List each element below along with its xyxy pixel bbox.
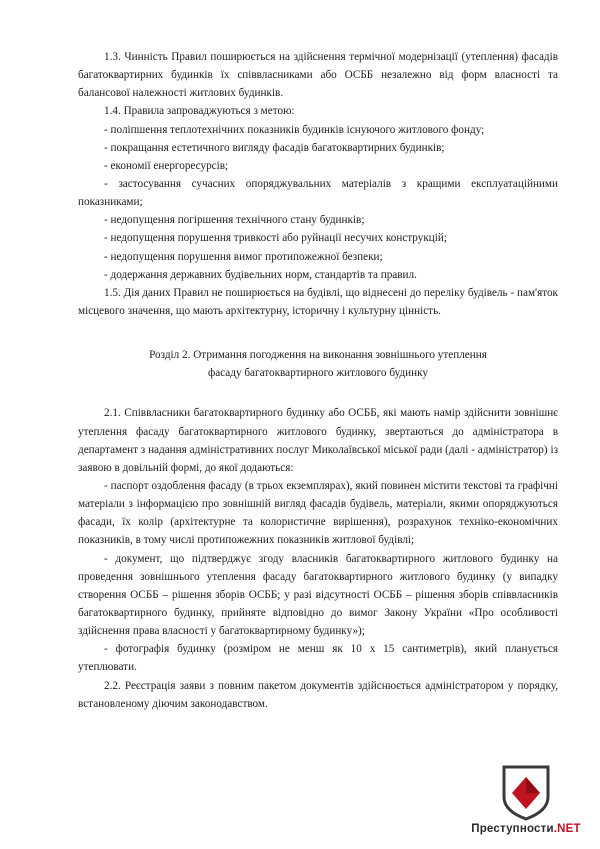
section-heading-line-2: фасаду багатоквартирного житлового будинку	[207, 367, 429, 380]
list-item: - фотографія будинку (розміром не менш як 10 х 15 сантиметрів), який планується утеплювати.	[78, 643, 558, 674]
list-item: - застосування сучасних опоряджувальних матеріалів з кращими експлуатаційними показниками;	[78, 177, 558, 209]
list-item: - економії енергоресурсів;	[104, 159, 229, 172]
list-item: - документ, що підтверджує згоду власників багатоквартирного житлового будинку на проведення зовнішнього утеплення фасаду багатоквартирного житлового будинку (у випадку створення ОСББ – рішення зборів ОСББ; у разі відсутності ОСББ – рішення зборів співвласників багатоквартирного будинку, прийняте відповідно до вимог Закону України «Про особливості здійснення права власності у багатоквартирному будинку»);	[78, 552, 558, 638]
list-item: - недопущення погіршення технічного стану будинків;	[104, 214, 365, 227]
watermark-text-accent: .NET	[553, 823, 581, 835]
watermark-text-main: Преступности	[471, 823, 554, 835]
section-heading	[78, 346, 558, 382]
section-heading-line-1: Розділ 2. Отримання погодження на виконання зовнішнього утеплення	[149, 349, 487, 362]
watermark-text	[466, 823, 586, 835]
paragraph-1-4: 1.4. Правила запроваджуються з метою:	[104, 105, 295, 118]
document-body	[78, 48, 558, 713]
list-item: - поліпшення теплотехнічних показників будинків існуючого житлового фонду;	[104, 123, 485, 136]
paragraph-2-1: 2.1. Співвласники багатоквартирного будинку або ОСББ, які мають намір здійснити зовнішнє утеплення фасаду багатоквартирного житлового будинку, звертаються до адміністратора в департамент з надання адміністративних послуг Миколаївської міської ради (далі - адміністратор) із заявою в довільній формі, до якої додаються:	[78, 407, 558, 474]
shield-diamond-logo-icon	[500, 763, 552, 821]
paragraph-2-2: 2.2. Реєстрація заяви з повним пакетом документів здійснюється адміністратором у порядку, встановленому діючим законодавством.	[78, 679, 558, 710]
list-item: - паспорт оздоблення фасаду (в трьох екземплярах), який повинен містити текстові та графічні матеріали з інформацією про зовнішній вигляд фасадів будівель, матеріали, якими опоряджуються фасади, їх колір (архітектурне та колористичне вирішення), розрахунок техніко-економічних показників, в тому числі протипожежних показників житлової будівлі;	[78, 479, 558, 547]
list-item: - покращання естетичного вигляду фасадів багатоквартирних будинків;	[104, 141, 445, 154]
list-item: - додержання державних будівельних норм, стандартів та правил.	[104, 268, 417, 281]
list-item: - недопущення порушення вимог протипожежної безпеки;	[104, 250, 383, 263]
watermark	[466, 763, 586, 835]
paragraph-1-3: 1.3. Чинність Правил поширюється на здійснення термічної модернізації (утеплення) фасадів багатоквартирних будинків їх співвласниками або ОСББ незалежно від форм власності та балансової належності житлових будинків.	[78, 51, 558, 100]
paragraph-1-5: 1.5. Дія даних Правил не поширюється на будівлі, що віднесені до переліку будівель - пам'яток місцевого значення, що мають архітектурну, історичну і культурну цінність.	[78, 286, 558, 317]
list-item: - недопущення порушення тривкості або руйнації несучих конструкцій;	[104, 232, 447, 245]
